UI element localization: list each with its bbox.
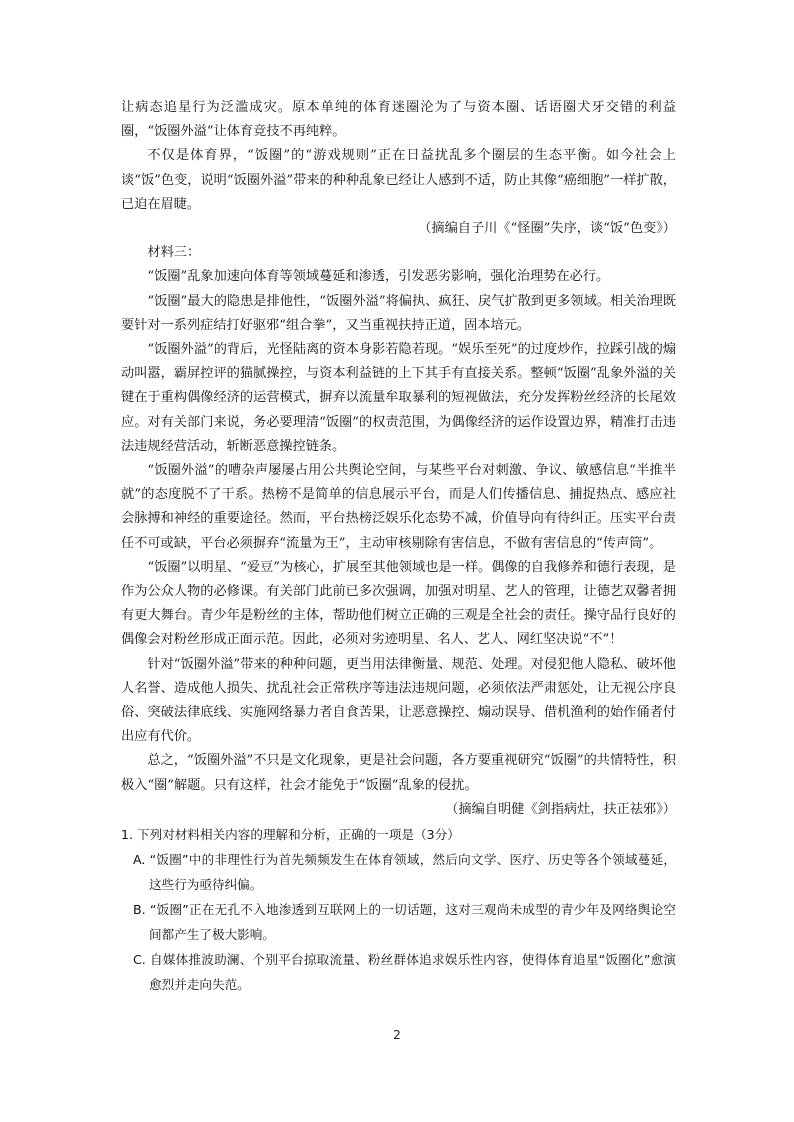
paragraph: 总之，“饭圈外溢”不只是文化现象，更是社会问题，各方要重视研究“饭圈”的共情特性，积极入“圈”解题。只有这样，社会才能免于“饭圈”乱象的侵扰。 xyxy=(121,753,676,793)
paragraph: “饭圈”乱象加速向体育等领域蔓延和渗透，引发恶劣影响，强化治理势在必行。 xyxy=(147,269,610,285)
question-stem: 1. 下列对材料相关内容的理解和分析，正确的一项是（3分） xyxy=(121,827,460,843)
document-body xyxy=(121,96,676,997)
paragraph: 不仅是体育界，“饭圈”的“游戏规则”正在日益扰乱多个圈层的生态平衡。如今社会上谈“饭”色变，说明“饭圈外溢”带来的种种乱象已经让人感到不适，防止其像“癌细胞”一样扩散，已迫在眉睫。 xyxy=(121,148,676,212)
paragraph: “饭圈外溢”的背后，光怪陆离的资本身影若隐若现。“娱乐至死”的过度炒作，拉踩引战的煽动叫嚣，霸屏控评的猫腻操控，与资本利益链的上下其手有直接关系。整顿“饭圈”乱象外溢的关键在于重构偶像经济的运营模式，摒弃以流量牟取暴利的短视做法，充分发挥粉丝经济的长尾效应。对有关部门来说，务必要理清“饭圈”的权责范围，为偶像经济的运作设置边界，精准打击违法违规经营活动，斩断恶意操控链条。 xyxy=(121,342,676,454)
source-citation: （摘编自明健《剑指病灶，扶正祛邪》） xyxy=(445,801,676,817)
page-number: 2 xyxy=(393,1028,401,1042)
paragraph: 针对“饭圈外溢”带来的种种问题，更当用法律衡量、规范、处理。对侵犯他人隐私、破坏他人名誉、造成他人损失、扰乱社会正常秩序等违法违规问题，必须依法严肃惩处，让无视公序良俗、突破法律底线、实施网络暴力者自食苦果，让恶意操控、煽动误导、借机渔利的始作俑者付出应有代价。 xyxy=(121,656,676,745)
source-citation: （摘编自子川《“怪圈”失序，谈“饭”色变》） xyxy=(418,221,676,237)
section-heading-material-3: 材料三： xyxy=(147,245,201,261)
paragraph: “饭圈”以明星、“爱豆”为核心，扩展至其他领域也是一样。偶像的自我修养和德行表现，是作为公众人物的必修课。有关部门此前已多次强调，加强对明星、艺人的管理，让德艺双馨者拥有更大舞台。青少年是粉丝的主体，帮助他们树立正确的三观是全社会的责任。操守品行良好的偶像会对粉丝形成正面示范。因此，必须对劣迹明星、名人、艺人、网红坚决说“不”！ xyxy=(121,559,676,648)
paragraph: “饭圈”最大的隐患是排他性，“饭圈外溢”将偏执、疯狂、戾气扩散到更多领域。相关治理既要针对一系列症结打好驱邪“组合拳”，又当重视扶持正道，固本培元。 xyxy=(121,293,676,333)
option-b: B. “饭圈”正在无孔不入地渗透到互联网上的一切话题，这对三观尚未成型的青少年及网络舆论空间都产生了极大影响。 xyxy=(133,902,676,943)
option-a: A. “饭圈”中的非理性行为首先频频发生在体育领域，然后向文学、医疗、历史等各个领域蔓延，这些行为亟待纠偏。 xyxy=(133,852,676,893)
paragraph: “饭圈外溢”的嘈杂声屡屡占用公共舆论空间，与某些平台对刺激、争议、敏感信息“半推半就”的态度脱不了干系。热榜不是简单的信息展示平台，而是人们传播信息、捕捉热点、感应社会脉搏和神经的重要途径。然而，平台热榜泛娱乐化态势不减，价值导向有待纠正。压实平台责任不可或缺，平台必须摒弃“流量为王”，主动审核剔除有害信息，不做有害信息的“传声筒”。 xyxy=(121,463,676,551)
option-c: C. 自媒体推波助澜、个别平台掠取流量、粉丝群体追求娱乐性内容，使得体育追星“饭圈化”愈演愈烈并走向失范。 xyxy=(133,952,676,993)
paragraph-continued: 让病态追星行为泛滥成灾。原本单纯的体育迷圈沦为了与资本圈、话语圈犬牙交错的利益圈，“饭圈外溢”让体育竞技不再纯粹。 xyxy=(121,100,676,140)
